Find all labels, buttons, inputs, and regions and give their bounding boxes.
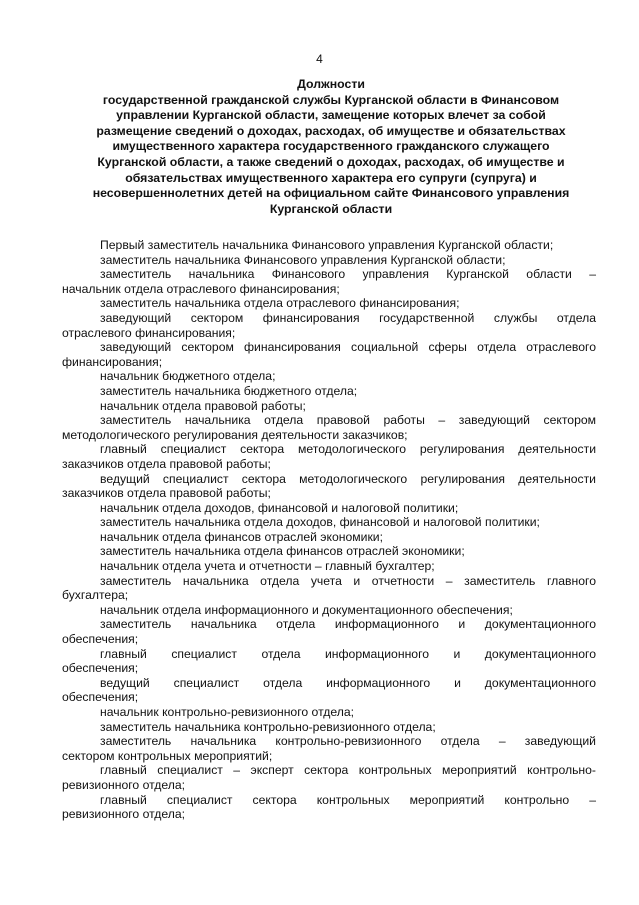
position-item	[62, 384, 596, 399]
title-heading: Должности	[297, 77, 365, 91]
position-line: ведущий специалист сектора методологического регулирования деятельности	[100, 471, 596, 486]
position-line: заказчиков отдела правовой работы;	[62, 456, 271, 471]
position-item	[62, 617, 596, 646]
position-line: заместитель начальника контрольно-ревизионного отдела – заведующий	[100, 734, 596, 749]
position-line: Первый заместитель начальника Финансового управления Курганской области;	[100, 238, 554, 252]
position-item	[62, 705, 596, 720]
position-item	[62, 720, 596, 735]
position-item	[62, 369, 596, 384]
position-line: ревизионного отдела;	[62, 777, 186, 792]
position-item	[62, 763, 596, 792]
position-line: начальник отдела информационного и документационного обеспечения;	[100, 602, 513, 617]
position-item	[62, 296, 596, 311]
position-line: ведущий специалист отдела информационного и документационного	[100, 675, 596, 690]
position-line: главный специалист отдела информационного и документационного	[100, 646, 596, 661]
position-line: финансирования;	[62, 354, 163, 369]
position-item	[62, 253, 596, 268]
position-line: заместитель начальника Финансового управления Курганской области;	[100, 252, 506, 267]
position-line: заместитель начальника отдела учета и отчетности – заместитель главного	[100, 573, 596, 588]
position-item	[62, 515, 596, 530]
title-line: управлении Курганской области, замещение которых влечет за собой	[116, 108, 546, 123]
position-line: обеспечения;	[62, 690, 139, 705]
position-item	[62, 530, 596, 545]
position-line: начальник отдела доходов, финансовой и налоговой политики;	[100, 500, 459, 515]
position-line: заместитель начальника отдела информационного и документационного	[100, 617, 596, 632]
position-item	[62, 311, 596, 340]
position-item	[62, 238, 596, 253]
title-line: Курганской области	[269, 201, 393, 216]
position-line: сектором контрольных мероприятий;	[62, 748, 273, 763]
title-line: имущественного характера государственного гражданского служащего	[112, 139, 550, 154]
position-item	[62, 399, 596, 414]
position-line: начальник отдела правовой работы;	[100, 398, 306, 413]
title-line: Курганской области, а также сведений о доходах, расходах, об имуществе и	[97, 154, 565, 169]
position-line: начальник контрольно-ревизионного отдела;	[100, 705, 355, 719]
title-line: несовершеннолетних детей на официальном сайте Финансового управления	[92, 186, 570, 201]
position-line: начальник бюджетного отдела;	[100, 369, 276, 384]
position-line: главный специалист – эксперт сектора контрольных мероприятий контрольно-	[100, 763, 596, 778]
position-line: заведующий сектором финансирования социальной сферы отдела отраслевого	[100, 340, 596, 355]
position-line: главный специалист сектора методологического регулирования деятельности	[100, 442, 596, 457]
position-line: заместитель начальника отдела отраслевого финансирования;	[100, 296, 460, 311]
position-line: ревизионного отдела;	[62, 807, 186, 822]
position-line: заведующий сектором финансирования государственной службы отдела	[100, 310, 596, 325]
position-line: начальник отдела финансов отраслей экономики;	[100, 529, 383, 544]
title-line: размещение сведений о доходах, расходах, об имуществе и обязательствах	[96, 123, 566, 138]
position-line: бухгалтера;	[62, 588, 129, 603]
position-line: начальник отдела учета и отчетности – главный бухгалтер;	[100, 559, 435, 574]
position-item	[62, 676, 596, 705]
position-item	[62, 647, 596, 676]
position-item	[62, 413, 596, 442]
position-item	[62, 793, 596, 822]
position-line: обеспечения;	[62, 632, 139, 647]
position-item	[62, 574, 596, 603]
position-item	[62, 442, 596, 471]
position-item	[62, 501, 596, 516]
position-item	[62, 559, 596, 574]
position-line: начальник отдела отраслевого финансирования;	[62, 281, 340, 296]
position-item	[62, 603, 596, 618]
position-item	[62, 734, 596, 763]
position-item	[62, 340, 596, 369]
position-line: заместитель начальника контрольно-ревизионного отдела;	[100, 719, 436, 734]
position-line: заместитель начальника отдела доходов, финансовой и налоговой политики;	[100, 515, 540, 530]
position-line: отраслевого финансирования;	[62, 325, 236, 340]
position-line: заместитель начальника Финансового управления Курганской области –	[100, 267, 596, 282]
positions-list	[62, 238, 596, 822]
position-line: заместитель начальника бюджетного отдела;	[100, 383, 358, 398]
position-line: обеспечения;	[62, 661, 139, 676]
position-line: методологического регулирования деятельности заказчиков;	[62, 427, 408, 442]
title-line: государственной гражданской службы Курганской области в Финансовом	[102, 92, 560, 107]
title-line: обязательствах имущественного характера его супруги (супруга) и	[125, 170, 537, 185]
position-line: заказчиков отдела правовой работы;	[62, 486, 271, 501]
page-number: 4	[316, 52, 323, 66]
position-line: главный специалист сектора контрольных мероприятий контрольно –	[100, 792, 596, 807]
document-title	[78, 77, 584, 217]
position-line: заместитель начальника отдела правовой работы – заведующий сектором	[100, 413, 596, 428]
position-line: заместитель начальника отдела финансов отраслей экономики;	[100, 544, 465, 559]
position-item	[62, 472, 596, 501]
position-item	[62, 267, 596, 296]
position-item	[62, 544, 596, 559]
